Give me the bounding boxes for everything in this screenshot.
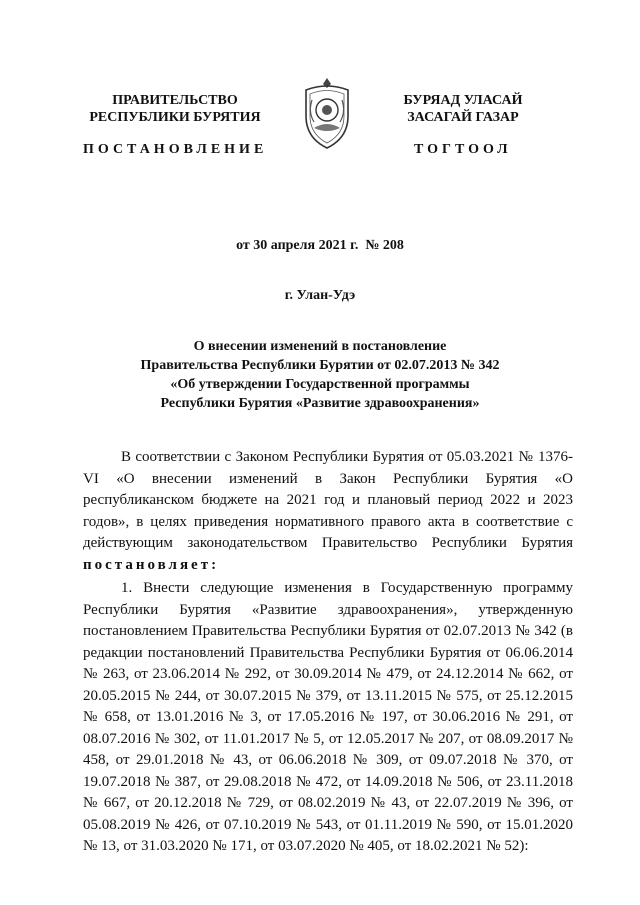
city-line: г. Улан-Удэ (284, 288, 356, 303)
paragraph-item-1: 1. Внести следующие изменения в Государственную программу Республики Бурятия «Развитие здравоохранения», утвержденную постановлением Правительства Республики Бурятия от 02.07.2013 № 342 (в редакции постановлений Правительства Республики Бурятия от 06.06.2014 № 263, от 23.06.2014 № 292, от 30.09.2014 № 479, от 24.12.2014 № 662, от 20.05.2015 № 244, от 30.07.2015 № 379, от 13.11.2015 № 575, от 25.12.2015 № 658, от 13.01.2016 № 3, от 17.05.2016 № 197, от 30.06.2016 № 291, от 08.07.2016 № 302, от 11.01.2017 № 5, от 12.05.2017 № 207, от 08.09.2017 № 458, от 29.01.2018 № 43, от 06.06.2018 № 309, от 09.07.2018 № 370, от 19.07.2018 № 387, от 29.08.2018 № 472, от 14.09.2018 № 506, от 23.11.2018 № 667, от 20.12.2018 № 729, от 08.02.2019 № 43, от 22.07.2019 № 396, от 05.08.2019 № 426, от 07.10.2019 № 543, от 01.11.2019 № 590, от 15.01.2020 № 13, от 31.03.2020 № 171, от 03.07.2020 № 405, от 18.02.2021 № 52): (83, 580, 573, 854)
date-line: от 30 апреля 2021 г. № 208 (236, 238, 404, 253)
document-title (0, 337, 640, 413)
preamble-text: В соответствии с Законом Республики Бурятия от 05.03.2021 № 1376-VI «О внесении изменений в Закон Республики Бурятия «О республиканском бюджете на 2021 год и плановый период 2022 и 2023 годов», в целях приведения нормативного правого акта в соответствие с действующим законодательством Правительство Республики Бурятия (83, 449, 573, 551)
title-line-3: «Об утверждении Государственной программы (170, 377, 470, 392)
header-left-line2: РЕСПУБЛИКИ БУРЯТИЯ (89, 110, 261, 125)
decree-keyword: постановляет: (83, 556, 220, 573)
header-right-block (378, 92, 548, 126)
header-left-block (80, 92, 270, 126)
paragraph-preamble (83, 447, 573, 576)
title-line-4: Республики Бурятия «Развитие здравоохранения» (160, 396, 480, 411)
doc-type-right: ТОГТООЛ (414, 142, 512, 157)
doc-type-left: ПОСТАНОВЛЕНИЕ (83, 142, 268, 157)
title-line-2: Правительства Республики Бурятии от 02.07.2013 № 342 (140, 358, 500, 373)
header-right-line1: БУРЯАД УЛАСАЙ (403, 93, 523, 108)
coat-of-arms-icon (300, 76, 354, 150)
header-left-line1: ПРАВИТЕЛЬСТВО (112, 93, 238, 108)
header-right-line2: ЗАСАГАЙ ГАЗАР (407, 110, 519, 125)
title-line-1: О внесении изменений в постановление (193, 339, 447, 354)
